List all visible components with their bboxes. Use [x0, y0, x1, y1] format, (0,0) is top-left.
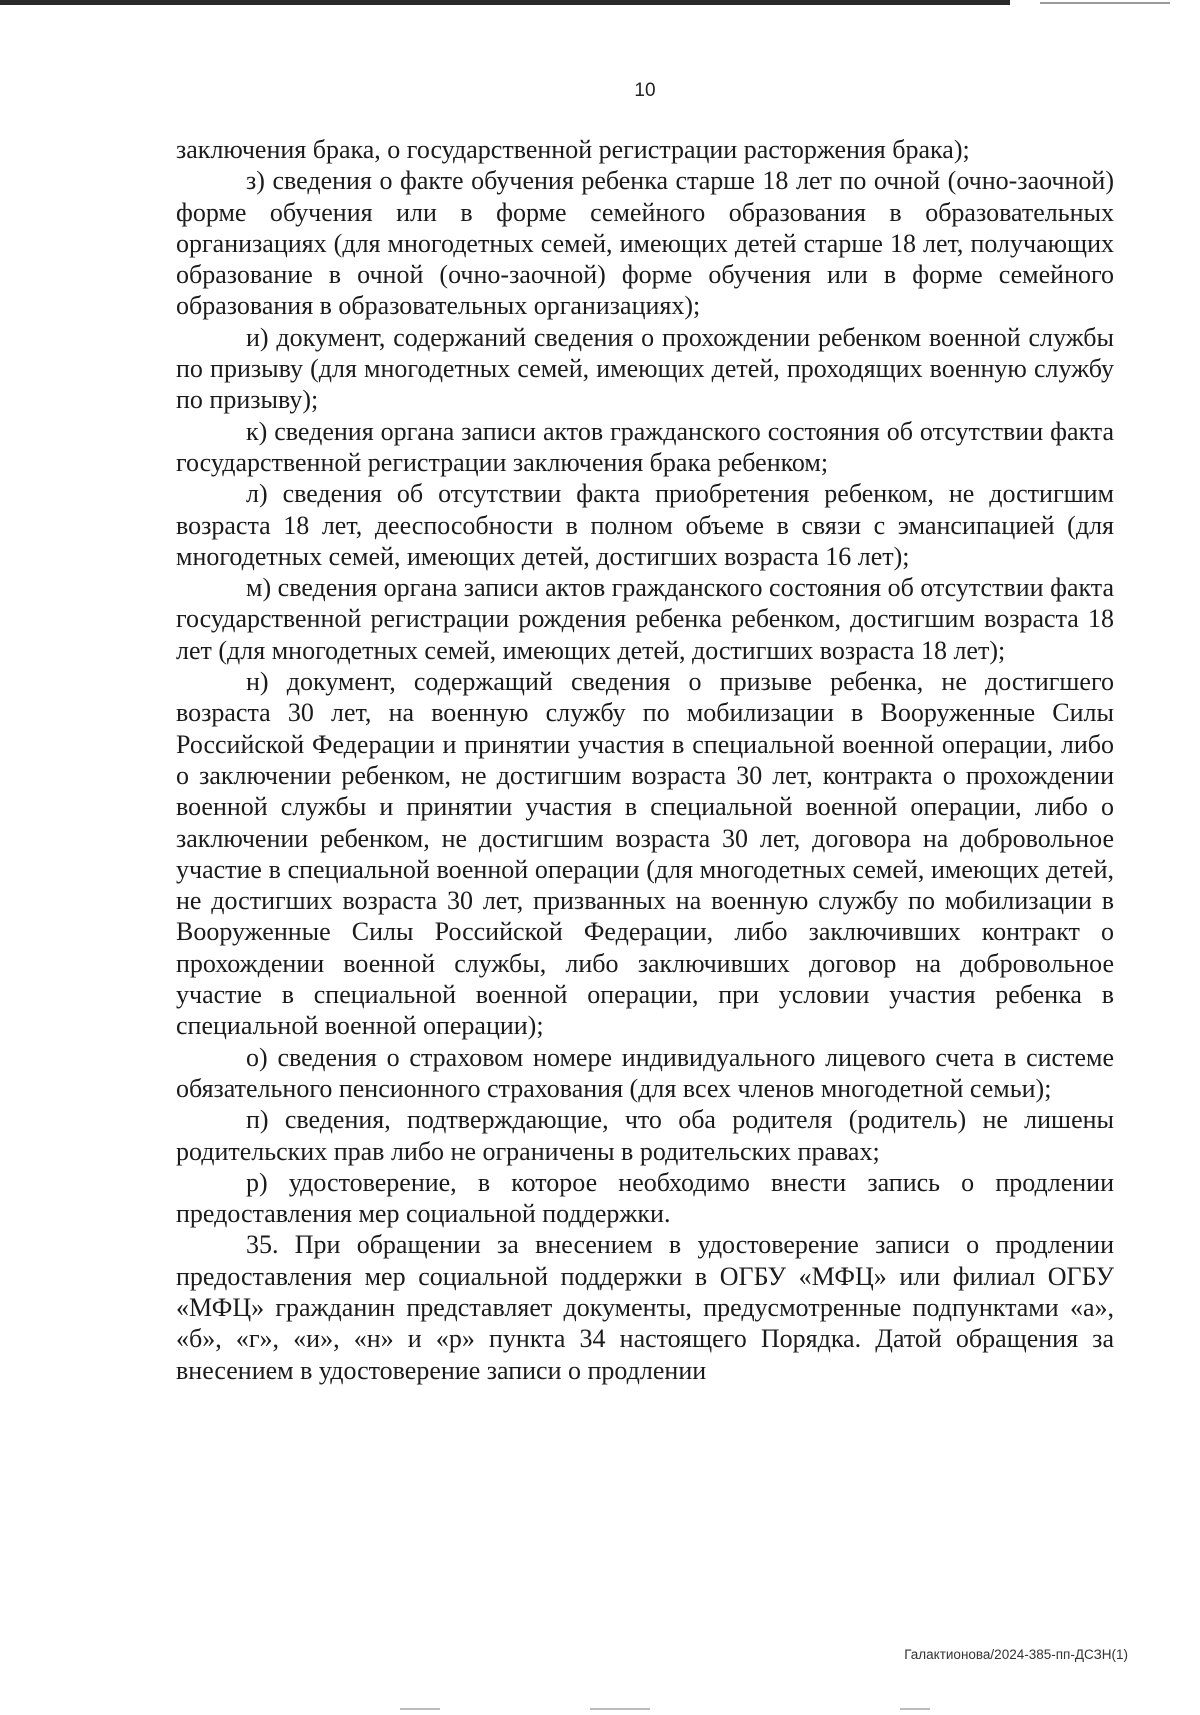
scan-bottom-mark [900, 1708, 930, 1710]
page-number: 10 [634, 80, 656, 101]
document-footer-stamp: Галактионова/2024-385-пп-ДСЗН(1) [904, 1647, 1128, 1662]
paragraph-item-k: к) сведения органа записи актов гражданского состояния об отсутствии факта государственной регистрации заключения брака ребенком; [176, 416, 1114, 477]
paragraph-item-z: з) сведения о факте обучения ребенка старше 18 лет по очной (очно-заочной) форме обучения или в форме семейного образования в образовательных организациях (для многодетных семей, имеющих детей старше 18 лет, получающих образование в очной (очно-заочной) форме обучения или в форме семейного образования в образовательных организациях); [176, 166, 1114, 321]
scan-top-edge-right [1040, 2, 1170, 4]
paragraph-item-n: н) документ, содержащий сведения о призыве ребенка, не достигшего возраста 30 лет, на военную службу по мобилизации в Вооруженные Силы Российской Федерации и принятии участия в специальной военной операции, либо о заключении ребенком, не достигшим возраста 30 лет, контракта о прохождении военной службы и принятии участия в специальной военной операции, либо о заключении ребенком, не достигшим возраста 30 лет, договора на добровольное участие в специальной военной операции (для многодетных семей, имеющих детей, не достигших возраста 30 лет, призванных на военную службу по мобилизации в Вооруженные Силы Российской Федерации, либо заключивших контракт о прохождении военной службы, либо заключивших договор на добровольное участие в специальной военной операции, при условии участия ребенка в специальной военной операции); [176, 667, 1114, 1041]
scan-bottom-mark [590, 1708, 650, 1710]
paragraph-clause-35: 35. При обращении за внесением в удостоверение записи о продлении предоставления мер социальной поддержки в ОГБУ «МФЦ» или филиал ОГБУ «МФЦ» гражданин представляет документы, предусмотренные подпунктами «а», «б», «г», «и», «н» и «р» пункта 34 настоящего Порядка. Датой обращения за внесением в удостоверение записи о продлении [176, 1230, 1114, 1385]
document-body [176, 134, 1114, 1386]
paragraph-item-r: р) удостоверение, в которое необходимо внести запись о продлении предоставления мер социальной поддержки. [176, 1167, 1114, 1229]
paragraph-item-i: и) документ, содержаний сведения о прохождении ребенком военной службы по призыву (для многодетных семей, имеющих детей, проходящих военную службу по призыву); [176, 322, 1114, 415]
paragraph-item-l: л) сведения об отсутствии факта приобретения ребенком, не достигшим возраста 18 лет, дееспособности в полном объеме в связи с эмансипацией (для многодетных семей, имеющих детей, достигших возраста 16 лет); [176, 479, 1114, 571]
scan-bottom-mark [400, 1708, 440, 1710]
paragraph-item-m: м) сведения органа записи актов гражданского состояния об отсутствии факта государственной регистрации рождения ребенка ребенком, достигшим возраста 18 лет (для многодетных семей, имеющих детей, достигших возраста 18 лет); [176, 573, 1114, 665]
paragraph-continuation: заключения брака, о государственной регистрации расторжения брака); [176, 135, 970, 164]
scan-top-edge [0, 0, 1010, 5]
paragraph-item-p: п) сведения, подтверждающие, что оба родителя (родитель) не лишены родительских прав либо не ограничены в родительских правах; [176, 1105, 1114, 1166]
paragraph-item-o: о) сведения о страховом номере индивидуального лицевого счета в системе обязательного пенсионного страхования (для всех членов многодетной семьи); [176, 1042, 1114, 1103]
